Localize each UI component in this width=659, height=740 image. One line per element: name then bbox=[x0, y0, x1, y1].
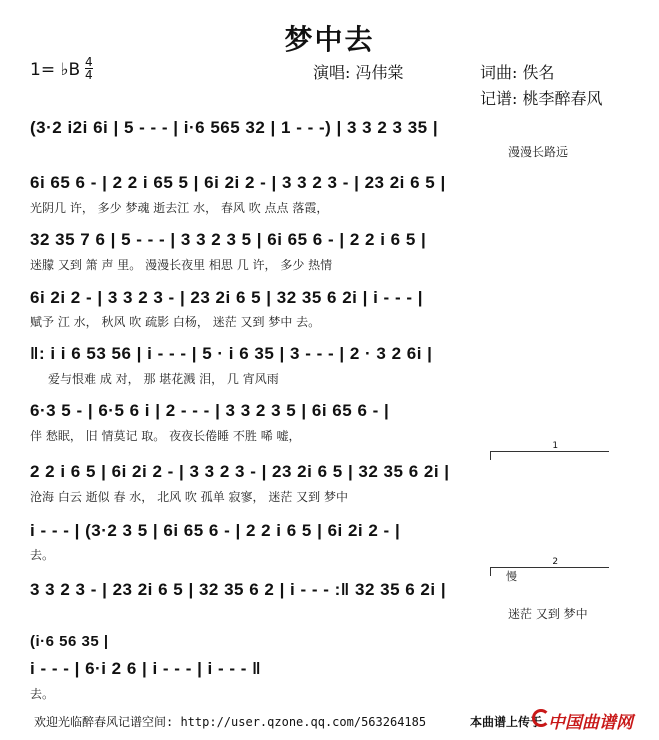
lyrics-row-2: 光阴几 许， 多少 梦魂 逝去江 水， 春风 吹 点点 落霞， bbox=[30, 201, 329, 215]
transcriber: 记谱: 桃李醉春风 bbox=[480, 89, 603, 108]
lyrics-row-6: 伴 愁眠， 旧 情莫记 取。 夜夜长倦睡 不胜 唏 嘘， bbox=[30, 429, 301, 443]
lyrics-row-11: 去。 bbox=[30, 687, 55, 701]
lyrics-row-3: 迷朦 又到 箫 声 里。 漫漫长夜里 相思 几 许， 多少 热情 bbox=[30, 258, 333, 272]
score-row-2: 6i 65 6 - | 2 2 i 65 5 | 6i 2i 2 - | 3 3 2 3 - | 23 2i 6 5 | bbox=[30, 173, 446, 192]
volta-2-bracket: 2 bbox=[490, 567, 609, 576]
song-title: 梦中去 bbox=[284, 23, 375, 56]
lyrics-row-7: 沧海 白云 逝似 春 水， 北风 吹 孤单 寂寥， 迷茫 又到 梦中 bbox=[30, 490, 348, 504]
score-row-7: 2 2 i 6 5 | 6i 2i 2 - | 3 3 2 3 - | 23 2i 6 5 | 32 35 6 2i | bbox=[30, 462, 450, 481]
volta-1-bracket: 1 bbox=[490, 451, 609, 460]
lyrics-row-5: 爱与恨难 成 对， 那 堪花溅 泪， 几 宵风雨 bbox=[48, 372, 279, 386]
lyrics-row-8: 去。 bbox=[30, 548, 55, 562]
score-row-3: 32 35 7 6 | 5 - - - | 3 3 2 3 5 | 6i 65 6 - | 2 2 i 6 5 | bbox=[30, 230, 427, 249]
score-row-1: (3·2 i2i 6i | 5 - - - | i·6 565 32 | 1 - - -) | 3 3 2 3 35 | bbox=[30, 118, 439, 137]
lyrics-row-9: 迷茫 又到 梦中 bbox=[508, 607, 588, 621]
time-signature bbox=[85, 56, 93, 81]
time-sig-bottom: 4 bbox=[85, 68, 93, 82]
site-logo[interactable]: 中国曲谱网 bbox=[548, 713, 633, 733]
score-row-5: ‖: i i 6 53 56 | i - - - | 5 · i 6 35 | 3 - - - | 2 · 3 2 6i | bbox=[30, 344, 433, 363]
score-row-9: 3 3 2 3 - | 23 2i 6 5 | 32 35 6 2 | i - - - :‖ 32 35 6 2i | bbox=[30, 580, 447, 599]
key-signature: 1= ♭B bbox=[30, 60, 81, 80]
score-row-6: 6·3 5 - | 6·5 6 i | 2 - - - | 3 3 2 3 5 | 6i 65 6 - | bbox=[30, 401, 390, 420]
composer: 词曲: 佚名 bbox=[480, 63, 555, 82]
singer: 演唱: 冯伟棠 bbox=[313, 63, 404, 82]
score-row-8: i - - - | (3·2 3 5 | 6i 65 6 - | 2 2 i 6 5 | 6i 2i 2 - | bbox=[30, 521, 401, 540]
score-row-11: i - - - | 6·i 2 6 | i - - - | i - - - ‖ bbox=[30, 659, 262, 678]
upload-label: 本曲谱上传于 bbox=[470, 715, 543, 729]
lyrics-row-1: 漫漫长路远 bbox=[508, 145, 569, 159]
tempo-slow-marking: 慢 bbox=[506, 570, 517, 583]
time-sig-top: 4 bbox=[85, 55, 93, 69]
footer-text: 欢迎光临醉春风记谱空间: http://user.qzone.qq.com/563264185 bbox=[34, 715, 427, 729]
score-row-4: 6i 2i 2 - | 3 3 2 3 - | 23 2i 6 5 | 32 35 6 2i | i - - - | bbox=[30, 288, 423, 307]
score-row-10: (i·6 56 35 | bbox=[30, 633, 109, 650]
lyrics-row-4: 赋予 江 水， 秋风 吹 疏影 白杨， 迷茫 又到 梦中 去。 bbox=[30, 315, 321, 329]
